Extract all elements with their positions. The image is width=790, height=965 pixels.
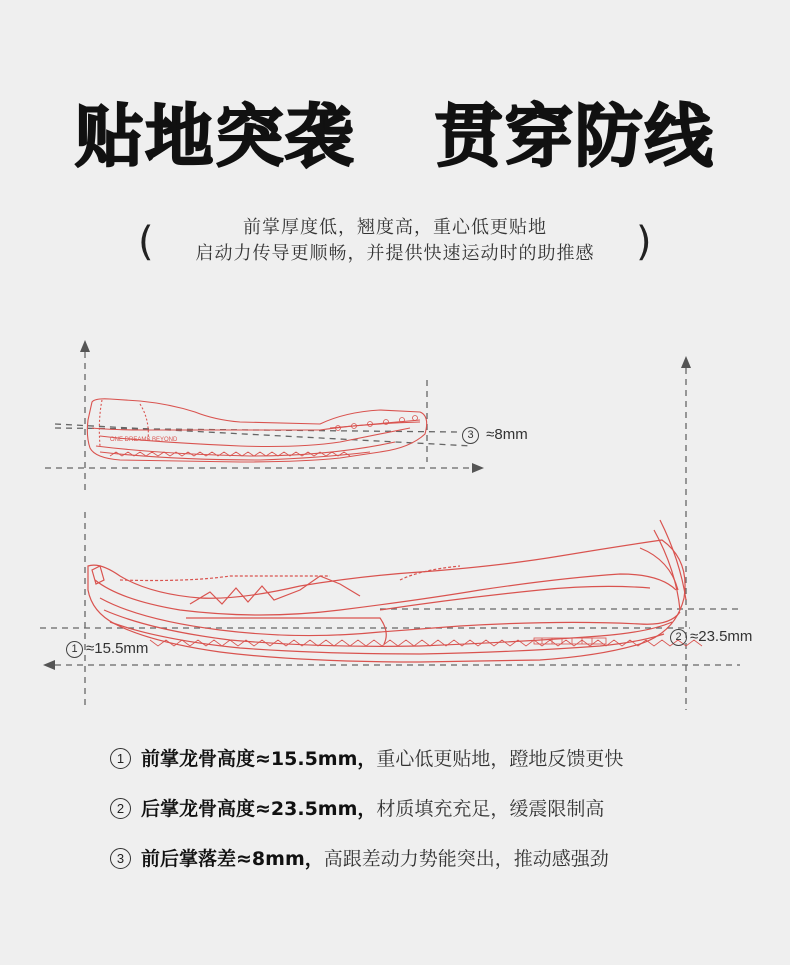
label-rearfoot-height (670, 628, 752, 646)
label-forefoot-drop-num: 3 (462, 427, 479, 444)
feature-point-highlight: 前掌龙骨高度≈15.5mm， (141, 748, 377, 770)
bottom-sole-sketch (88, 520, 686, 662)
subtitle-line1: 前掌厚度低，翘度高，重心低更贴地 (243, 217, 547, 238)
feature-point (110, 790, 750, 840)
label-forefoot-height-num: 1 (66, 641, 83, 658)
headline-part2: 贯穿防线 (434, 98, 715, 177)
label-rearfoot-height-text: ≈23.5mm (690, 628, 753, 645)
feature-point-number: 1 (110, 748, 131, 769)
bottom-baseline-arrow (43, 660, 55, 670)
subtitle-paren-right: ) (636, 219, 652, 265)
label-forefoot-height (66, 640, 148, 658)
top-sole-print: ONE DREAMS BEYOND (110, 437, 178, 443)
top-sole-sketch (87, 399, 426, 462)
feature-point (110, 740, 750, 790)
feature-point-description: 高跟差动力势能突出，推动感强劲 (323, 848, 609, 870)
feature-point-highlight: 前后掌落差≈8mm， (141, 848, 324, 870)
subtitle-paren-left: ( (138, 219, 154, 265)
feature-point-description: 材质填充充足，缓震限制高 (376, 798, 605, 820)
label-forefoot-drop (462, 426, 528, 444)
label-forefoot-height-text: ≈15.5mm (86, 640, 149, 657)
feature-point-number: 2 (110, 798, 131, 819)
feature-point (110, 840, 750, 890)
label-forefoot-drop-text: ≈8mm (486, 426, 528, 443)
feature-point-description: 重心低更贴地，蹬地反馈更快 (376, 748, 624, 770)
headline-part1: 贴地突袭 (75, 98, 356, 177)
bottom-sole-texture (150, 638, 702, 646)
right-axis-arrow (681, 356, 691, 368)
feature-points (110, 740, 750, 890)
subtitle-line2: 启动力传导更顺畅，并提供快速运动时的助推感 (195, 243, 595, 264)
feature-point-number: 3 (110, 848, 131, 869)
top-axis-arrow (80, 340, 90, 352)
feature-point-highlight: 后掌龙骨高度≈23.5mm， (141, 798, 377, 820)
label-rearfoot-height-num: 2 (670, 629, 687, 646)
guide-arrows (43, 340, 691, 670)
top-baseline-arrow (472, 463, 484, 473)
